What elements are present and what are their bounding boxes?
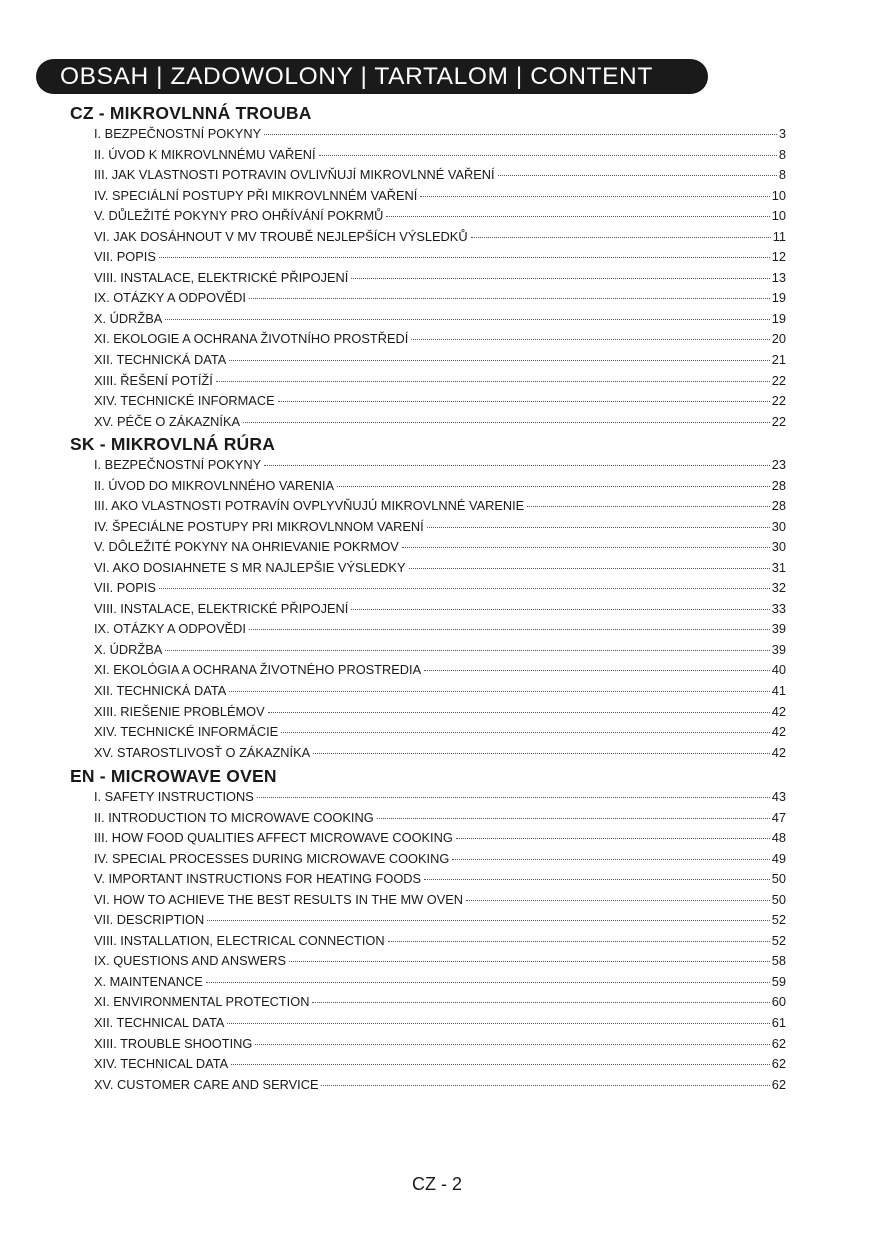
dot-leader <box>351 609 769 610</box>
dot-leader <box>165 319 770 320</box>
toc-entry-text: X. ÚDRŽBA <box>94 310 163 326</box>
toc-entry-page: 8 <box>778 146 786 162</box>
toc-entry-page: 59 <box>771 973 786 989</box>
toc-entry[interactable] <box>94 849 786 870</box>
toc-entry-text: IX. OTÁZKY A ODPOVĚDI <box>94 290 246 306</box>
toc-entry-page: 3 <box>778 126 786 141</box>
toc-entry[interactable] <box>94 165 786 186</box>
toc-entry[interactable] <box>94 268 786 289</box>
toc-entry[interactable] <box>94 371 786 392</box>
toc-entry-page: 42 <box>771 724 786 740</box>
toc-entry-page: 12 <box>771 249 786 265</box>
dot-leader <box>264 134 777 135</box>
dot-leader <box>337 486 770 487</box>
dot-leader <box>411 339 769 340</box>
toc-entry-page: 49 <box>771 850 786 866</box>
toc-entry-text: XIV. TECHNICAL DATA <box>94 1056 229 1072</box>
toc-entry-page: 50 <box>771 891 786 907</box>
toc-entry-page: 60 <box>771 994 786 1010</box>
toc-entry-page: 30 <box>771 518 786 534</box>
toc-entry[interactable] <box>94 1054 786 1075</box>
toc-entry-page: 39 <box>771 621 786 637</box>
toc-entry[interactable] <box>94 517 786 538</box>
dot-leader <box>456 838 770 839</box>
toc-entry-text: I. BEZPEČNOSTNÍ POKYNY <box>94 126 262 141</box>
section-title-sk: SK - MIKROVLNÁ RÚRA <box>70 434 276 454</box>
toc-entry[interactable] <box>94 227 786 248</box>
toc-entry[interactable] <box>94 599 786 620</box>
dot-leader <box>466 900 770 901</box>
toc-entry-text: IX. OTÁZKY A ODPOVĚDI <box>94 621 246 637</box>
dot-leader <box>207 920 770 921</box>
toc-entry[interactable] <box>94 890 786 911</box>
toc-entry-page: 21 <box>771 352 786 368</box>
dot-leader <box>159 257 770 258</box>
toc-entry-text: III. AKO VLASTNOSTI POTRAVÍN OVPLYVŇUJÚ MIKROVLNNÉ VARENIE <box>94 498 525 514</box>
toc-entry[interactable] <box>94 931 786 952</box>
toc-entry-text: III. JAK VLASTNOSTI POTRAVIN OVLIVŇUJÍ MIKROVLNNÉ VAŘENÍ <box>94 167 495 183</box>
toc-entry-page: 30 <box>771 539 786 555</box>
toc-entry-page: 28 <box>771 498 786 514</box>
dot-leader <box>229 691 770 692</box>
toc-entry-text: I. BEZPEČNOSTNÍ POKYNY <box>94 457 262 472</box>
toc-entry-text: V. DÔLEŽITÉ POKYNY NA OHRIEVANIE POKRMOV <box>94 539 399 555</box>
toc-entry-page: 62 <box>771 1076 786 1092</box>
contents-title: OBSAH | ZADOWOLONY | TARTALOM | CONTENT <box>60 63 653 90</box>
dot-leader <box>281 732 770 733</box>
toc-entry-text: IX. QUESTIONS AND ANSWERS <box>94 953 286 969</box>
dot-leader <box>231 1064 770 1065</box>
toc-entry[interactable] <box>94 743 786 764</box>
toc-entry-page: 28 <box>771 477 786 493</box>
toc-entry-page: 31 <box>771 559 786 575</box>
toc-entry[interactable] <box>94 1034 786 1055</box>
dot-leader <box>377 818 770 819</box>
toc-entry-text: XII. TECHNICAL DATA <box>94 1015 225 1031</box>
dot-leader <box>264 465 770 466</box>
toc-entry[interactable] <box>94 412 786 433</box>
toc-entry-page: 42 <box>771 744 786 760</box>
toc-entry-text: VII. POPIS <box>94 580 156 596</box>
toc-entry-page: 23 <box>771 457 786 472</box>
toc-entry-text: VIII. INSTALLATION, ELECTRICAL CONNECTION <box>94 932 385 948</box>
dot-leader <box>289 961 770 962</box>
toc-entry-page: 13 <box>771 269 786 285</box>
dot-leader <box>386 216 769 217</box>
toc-entry-page: 61 <box>771 1015 786 1031</box>
toc-entry-page: 58 <box>771 953 786 969</box>
dot-leader <box>319 155 777 156</box>
toc-entry-text: II. ÚVOD DO MIKROVLNNÉHO VARENIA <box>94 477 335 493</box>
toc-entry-text: VI. AKO DOSIAHNETE S MR NAJLEPŠIE VÝSLEDKY <box>94 559 406 575</box>
toc-entry-text: IV. SPECIAL PROCESSES DURING MICROWAVE COOKING <box>94 850 450 866</box>
toc-entry[interactable] <box>94 206 786 227</box>
toc-entry-text: XV. PÉČE O ZÁKAZNÍKA <box>94 413 241 429</box>
toc-entry-text: XI. EKOLÓGIA A OCHRANA ŽIVOTNÉHO PROSTREDIA <box>94 662 422 678</box>
toc-entry-page: 19 <box>771 290 786 306</box>
toc-entry-text: IV. ŠPECIÁLNE POSTUPY PRI MIKROVLNNOM VARENÍ <box>94 518 424 534</box>
toc-entry-page: 22 <box>771 413 786 429</box>
toc-entry-page: 48 <box>771 830 786 846</box>
toc-entry-page: 32 <box>771 580 786 596</box>
dot-leader <box>402 547 770 548</box>
toc-entry[interactable] <box>94 1013 786 1034</box>
dot-leader <box>255 1044 769 1045</box>
dot-leader <box>424 670 770 671</box>
toc-entry[interactable] <box>94 702 786 723</box>
toc-entry-page: 62 <box>771 1056 786 1072</box>
toc-entry[interactable] <box>94 496 786 517</box>
toc-entry-page: 47 <box>771 809 786 825</box>
dot-leader <box>313 753 770 754</box>
toc-entry-page: 10 <box>771 208 786 224</box>
toc-entry[interactable] <box>94 391 786 412</box>
toc-entry[interactable] <box>94 681 786 702</box>
toc-entry-text: XI. ENVIRONMENTAL PROTECTION <box>94 994 310 1010</box>
toc-entry[interactable] <box>94 247 786 268</box>
toc-entry[interactable] <box>94 558 786 579</box>
dot-leader <box>216 381 770 382</box>
dot-leader <box>498 175 777 176</box>
toc-entry-text: XIV. TECHNICKÉ INFORMACE <box>94 393 275 409</box>
toc-entry-text: X. ÚDRŽBA <box>94 641 163 657</box>
dot-leader <box>278 401 770 402</box>
toc-entry-page: 50 <box>771 871 786 887</box>
dot-leader <box>527 506 770 507</box>
dot-leader <box>268 712 770 713</box>
dot-leader <box>243 422 770 423</box>
dot-leader <box>321 1085 769 1086</box>
toc-entry-text: IV. SPECIÁLNÍ POSTUPY PŘI MIKROVLNNÉM VAŘENÍ <box>94 187 418 203</box>
toc-entry[interactable] <box>94 828 786 849</box>
dot-leader <box>229 360 770 361</box>
dot-leader <box>159 588 770 589</box>
dot-leader <box>257 797 770 798</box>
dot-leader <box>227 1023 769 1024</box>
section-title-cz: CZ - MIKROVLNNÁ TROUBA <box>70 103 312 123</box>
toc-entry-page: 10 <box>771 187 786 203</box>
toc-entry-page: 43 <box>771 789 786 804</box>
toc-entry-page: 62 <box>771 1035 786 1051</box>
toc-entry-page: 11 <box>772 228 786 244</box>
toc-entry-text: XIV. TECHNICKÉ INFORMÁCIE <box>94 724 279 740</box>
toc-entry-text: VII. POPIS <box>94 249 156 265</box>
toc-list-en <box>94 787 786 1095</box>
dot-leader <box>249 298 770 299</box>
toc-entry[interactable] <box>94 992 786 1013</box>
toc-entry-text: VIII. INSTALACE, ELEKTRICKÉ PŘIPOJENÍ <box>94 600 349 616</box>
toc-entry[interactable] <box>94 722 786 743</box>
toc-entry-text: VII. DESCRIPTION <box>94 912 205 928</box>
toc-entry[interactable] <box>94 910 786 931</box>
page-number: CZ - 2 <box>411 1174 462 1194</box>
toc-entry-text: XV. CUSTOMER CARE AND SERVICE <box>94 1076 319 1092</box>
toc-entry[interactable] <box>94 288 786 309</box>
toc-entry-page: 22 <box>771 393 786 409</box>
dot-leader <box>471 237 771 238</box>
toc-entry-page: 8 <box>778 167 786 183</box>
toc-entry-page: 19 <box>771 310 786 326</box>
dot-leader <box>165 650 770 651</box>
toc-entry-page: 22 <box>771 372 786 388</box>
toc-entry[interactable] <box>94 972 786 993</box>
toc-entry[interactable] <box>94 808 786 829</box>
toc-entry[interactable] <box>94 660 786 681</box>
toc-list-cz <box>94 124 786 432</box>
toc-entry-page: 52 <box>771 932 786 948</box>
dot-leader <box>427 527 770 528</box>
toc-entry-text: XI. EKOLOGIE A OCHRANA ŽIVOTNÍHO PROSTŘEDÍ <box>94 331 409 347</box>
dot-leader <box>388 941 770 942</box>
toc-entry[interactable] <box>94 537 786 558</box>
toc-entry-page: 33 <box>771 600 786 616</box>
toc-entry-text: VIII. INSTALACE, ELEKTRICKÉ PŘIPOJENÍ <box>94 269 349 285</box>
toc-entry-text: XII. TECHNICKÁ DATA <box>94 352 227 368</box>
toc-entry[interactable] <box>94 578 786 599</box>
toc-entry-text: I. SAFETY INSTRUCTIONS <box>94 789 254 804</box>
dot-leader <box>452 859 769 860</box>
toc-entry-page: 42 <box>771 703 786 719</box>
toc-entry-text: V. DŮLEŽITÉ POKYNY PRO OHŘÍVÁNÍ POKRMŮ <box>94 208 384 224</box>
toc-entry-page: 20 <box>771 331 786 347</box>
toc-entry[interactable] <box>94 350 786 371</box>
toc-entry[interactable] <box>94 455 786 476</box>
toc-entry-text: II. ÚVOD K MIKROVLNNÉMU VAŘENÍ <box>94 146 316 162</box>
toc-entry-page: 40 <box>771 662 786 678</box>
toc-entry-text: III. HOW FOOD QUALITIES AFFECT MICROWAVE COOKING <box>94 830 453 846</box>
toc-entry[interactable] <box>94 787 786 808</box>
toc-entry[interactable] <box>94 1075 786 1096</box>
dot-leader <box>409 568 770 569</box>
dot-leader <box>420 196 769 197</box>
toc-entry[interactable] <box>94 476 786 497</box>
dot-leader <box>351 278 769 279</box>
toc-entry-text: XII. TECHNICKÁ DATA <box>94 683 227 699</box>
section-title-en: EN - MICROWAVE OVEN <box>70 766 277 786</box>
toc-entry[interactable] <box>94 124 786 145</box>
toc-entry-text: VI. JAK DOSÁHNOUT V MV TROUBĚ NEJLEPŠÍCH VÝSLEDKŮ <box>94 228 468 244</box>
dot-leader <box>249 629 770 630</box>
toc-entry[interactable] <box>94 145 786 166</box>
dot-leader <box>206 982 770 983</box>
toc-entry-text: XIII. ŘEŠENÍ POTÍŽÍ <box>94 372 213 388</box>
toc-entry[interactable] <box>94 329 786 350</box>
toc-entry[interactable] <box>94 869 786 890</box>
toc-entry-text: XIII. RIEŠENIE PROBLÉMOV <box>94 703 265 719</box>
dot-leader <box>312 1002 769 1003</box>
toc-list-sk <box>94 455 786 763</box>
toc-entry[interactable] <box>94 619 786 640</box>
toc-entry-page: 41 <box>771 683 786 699</box>
toc-entry-text: II. INTRODUCTION TO MICROWAVE COOKING <box>94 809 374 825</box>
toc-entry-page: 39 <box>771 641 786 657</box>
toc-entry-text: XIII. TROUBLE SHOOTING <box>94 1035 253 1051</box>
toc-entry-text: VI. HOW TO ACHIEVE THE BEST RESULTS IN THE MW OVEN <box>94 891 464 907</box>
toc-entry-text: X. MAINTENANCE <box>94 973 203 989</box>
toc-entry[interactable] <box>94 640 786 661</box>
toc-entry[interactable] <box>94 309 786 330</box>
toc-entry-text: XV. STAROSTLIVOSŤ O ZÁKAZNÍKA <box>94 744 311 760</box>
toc-entry[interactable] <box>94 186 786 207</box>
toc-entry-page: 52 <box>771 912 786 928</box>
contents-header <box>36 59 708 94</box>
toc-entry-text: V. IMPORTANT INSTRUCTIONS FOR HEATING FOODS <box>94 871 422 887</box>
toc-entry[interactable] <box>94 951 786 972</box>
dot-leader <box>424 879 770 880</box>
